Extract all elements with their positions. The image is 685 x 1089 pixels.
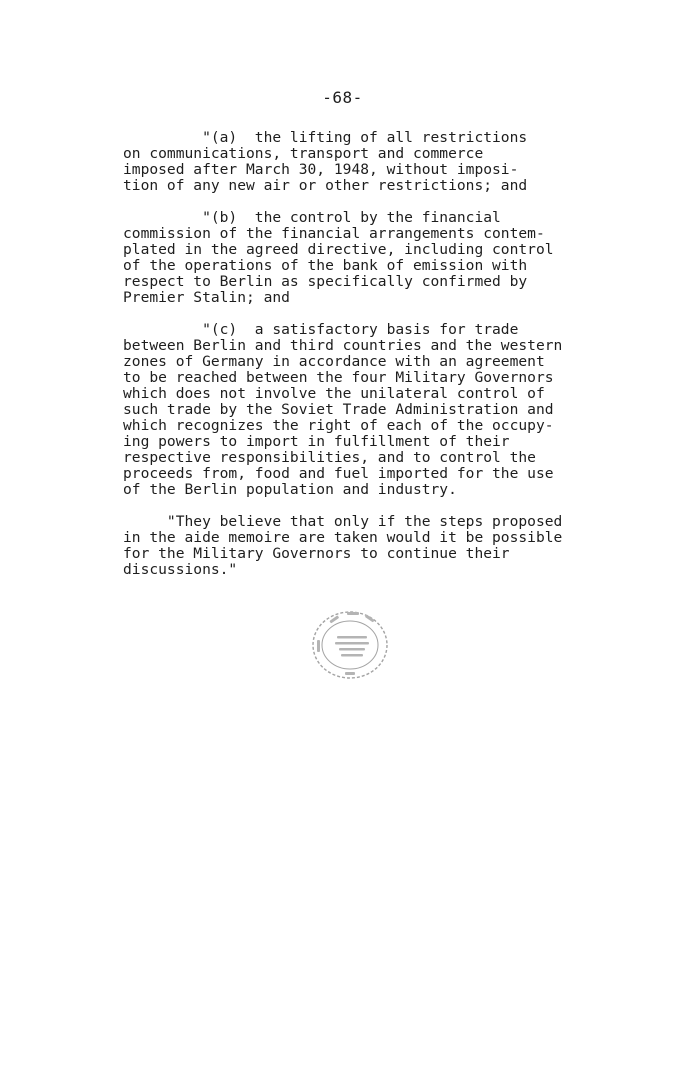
paragraph-a — [123, 130, 593, 194]
text-line: of the Berlin population and industry. — [123, 481, 457, 498]
text-line: for the Military Governors to continue their — [123, 545, 510, 562]
document-body — [123, 130, 593, 594]
paragraph-b — [123, 210, 593, 306]
text-line: respect to Berlin as specifically confirmed by — [123, 273, 528, 290]
text-line: proceeds from, food and fuel imported for the use — [123, 465, 554, 482]
text-line: on communications, transport and commerce — [123, 145, 484, 162]
text-line: between Berlin and third countries and the western — [123, 337, 563, 354]
text-line: to be reached between the four Military Governors — [123, 369, 554, 386]
archive-seal-icon — [307, 606, 393, 684]
text-line: commission of the financial arrangements contem- — [123, 225, 545, 242]
text-line: zones of Germany in accordance with an agreement — [123, 353, 545, 370]
paragraph-c — [123, 322, 593, 498]
text-line: "(c) a satisfactory basis for trade — [123, 321, 519, 338]
text-line: which recognizes the right of each of the occupy- — [123, 417, 554, 434]
text-line: tion of any new air or other restrictions; and — [123, 177, 528, 194]
text-line: "(a) the lifting of all restrictions — [123, 129, 528, 146]
text-line: discussions." — [123, 561, 238, 578]
text-line: of the operations of the bank of emission with — [123, 257, 528, 274]
text-line: respective responsibilities, and to control the — [123, 449, 536, 466]
page-number: -68- — [322, 88, 363, 107]
text-line: plated in the agreed directive, including control — [123, 241, 554, 258]
text-line: ing powers to import in fulfillment of their — [123, 433, 510, 450]
text-line: "(b) the control by the financial — [123, 209, 501, 226]
text-line: such trade by the Soviet Trade Administration and — [123, 401, 554, 418]
text-line: imposed after March 30, 1948, without imposi- — [123, 161, 519, 178]
text-line: Premier Stalin; and — [123, 289, 290, 306]
text-line: "They believe that only if the steps proposed — [123, 513, 563, 530]
paragraph-closing — [123, 514, 593, 578]
text-line: which does not involve the unilateral control of — [123, 385, 545, 402]
text-line: in the aide memoire are taken would it be possible — [123, 529, 563, 546]
